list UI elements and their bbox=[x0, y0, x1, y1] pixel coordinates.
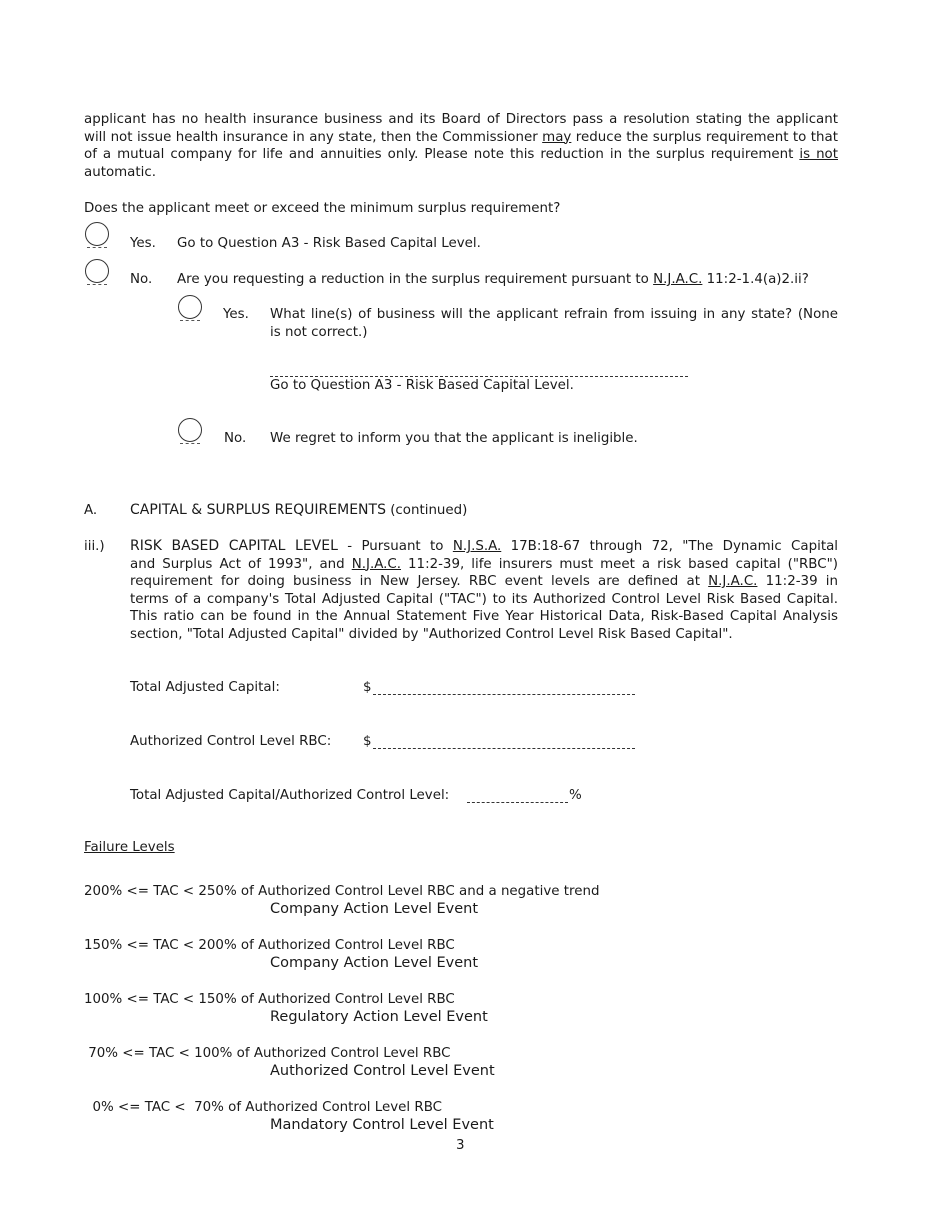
level-range: 200% <= TAC < 250% of Authorized Control Level RBC and a negative trend bbox=[84, 884, 600, 899]
option-no-text: Are you requesting a reduction in the surplus requirement pursuant to N.J.A.C. 11:2-1.4(a)2.ii? bbox=[177, 272, 809, 287]
radio-meets-yes[interactable] bbox=[85, 222, 109, 246]
level-event: Company Action Level Event bbox=[270, 901, 479, 917]
rbc-heading: RISK BASED CAPITAL LEVEL bbox=[130, 538, 338, 554]
ratio-percent: % bbox=[569, 788, 582, 803]
tac-label: Total Adjusted Capital: bbox=[130, 680, 280, 695]
option-yes-label: Yes. bbox=[130, 236, 156, 251]
level-range: 100% <= TAC < 150% of Authorized Control Level RBC bbox=[84, 992, 455, 1007]
sub-no-text: We regret to inform you that the applicant is ineligible. bbox=[270, 431, 638, 446]
level-range: 150% <= TAC < 200% of Authorized Control Level RBC bbox=[84, 938, 455, 953]
section-title: CAPITAL & SURPLUS REQUIREMENTS (continued) bbox=[130, 502, 468, 518]
ratio-label: Total Adjusted Capital/Authorized Control Level: bbox=[130, 788, 450, 803]
ratio-input[interactable] bbox=[467, 788, 568, 803]
level-range: 0% <= TAC < 70% of Authorized Control Level RBC bbox=[84, 1100, 442, 1115]
radio-reduction-no[interactable] bbox=[178, 418, 202, 442]
radio-meets-no[interactable] bbox=[85, 259, 109, 283]
level-event: Company Action Level Event bbox=[270, 955, 479, 971]
tac-input[interactable] bbox=[373, 680, 635, 695]
acl-label: Authorized Control Level RBC: bbox=[130, 734, 332, 749]
intro-line-4: automatic. bbox=[84, 164, 156, 180]
level-event: Mandatory Control Level Event bbox=[270, 1117, 494, 1133]
rbc-number: iii.) bbox=[84, 539, 105, 554]
sub-yes-goto: Go to Question A3 - Risk Based Capital Level. bbox=[270, 378, 574, 393]
sub-no-label: No. bbox=[224, 431, 247, 446]
intro-paragraph bbox=[84, 111, 838, 181]
intro-line-3: of a mutual company for life and annuities only. Please note this reduction in the surplus requirement is not bbox=[84, 147, 838, 162]
citation-njac: N.J.A.C. bbox=[653, 272, 703, 287]
surplus-question: Does the applicant meet or exceed the minimum surplus requirement? bbox=[84, 201, 561, 216]
may-emphasis: may bbox=[542, 129, 572, 145]
level-event: Regulatory Action Level Event bbox=[270, 1009, 488, 1025]
rbc-paragraph: RISK BASED CAPITAL LEVEL - Pursuant to N.J.S.A. 17B:18-67 through 72, "The Dynamic Capital and Surplus Act of 1993", and N.J.A.C. 11:2-39, life insurers must meet a risk based capital ("RBC") requirement for doing business in New Jersey. RBC event levels are defined at N.J.A.C. 11:2-39 in terms of a company's Total Adjusted Capital ("TAC") to its Authorized Control Level Risk Based Capital. This ratio can be found in the Annual Statement Five Year Historical Data, Risk-Based Capital Analysis section, "Total Adjusted Capital" divided by "Authorized Control Level Risk Based Capital". bbox=[130, 538, 839, 642]
tac-currency: $ bbox=[363, 680, 372, 695]
intro-line-1: applicant has no health insurance business and its Board of Directors pass a resolution stating the applicant bbox=[84, 112, 838, 127]
radio-underline bbox=[87, 284, 107, 285]
level-range: 70% <= TAC < 100% of Authorized Control Level RBC bbox=[84, 1046, 451, 1061]
radio-reduction-yes[interactable] bbox=[178, 295, 202, 319]
option-yes-text: Go to Question A3 - Risk Based Capital Level. bbox=[177, 236, 481, 251]
radio-underline bbox=[87, 247, 107, 248]
radio-underline bbox=[180, 320, 200, 321]
is-not-emphasis: is not bbox=[799, 147, 838, 162]
option-no-label: No. bbox=[130, 272, 153, 287]
radio-underline bbox=[180, 443, 200, 444]
acl-input[interactable] bbox=[373, 734, 635, 749]
intro-line-2: will not issue health insurance in any state, then the Commissioner may reduce the surplus requirement to that bbox=[84, 129, 838, 145]
acl-currency: $ bbox=[363, 734, 372, 749]
lines-of-business-input[interactable] bbox=[270, 362, 688, 377]
section-letter: A. bbox=[84, 503, 98, 518]
page-number: 3 bbox=[456, 1138, 465, 1153]
failure-heading: Failure Levels bbox=[84, 840, 175, 855]
level-event: Authorized Control Level Event bbox=[270, 1063, 495, 1079]
sub-yes-question: What line(s) of business will the applicant refrain from issuing in any state? (None is not correct.) bbox=[270, 307, 838, 340]
sub-yes-label: Yes. bbox=[223, 307, 249, 322]
